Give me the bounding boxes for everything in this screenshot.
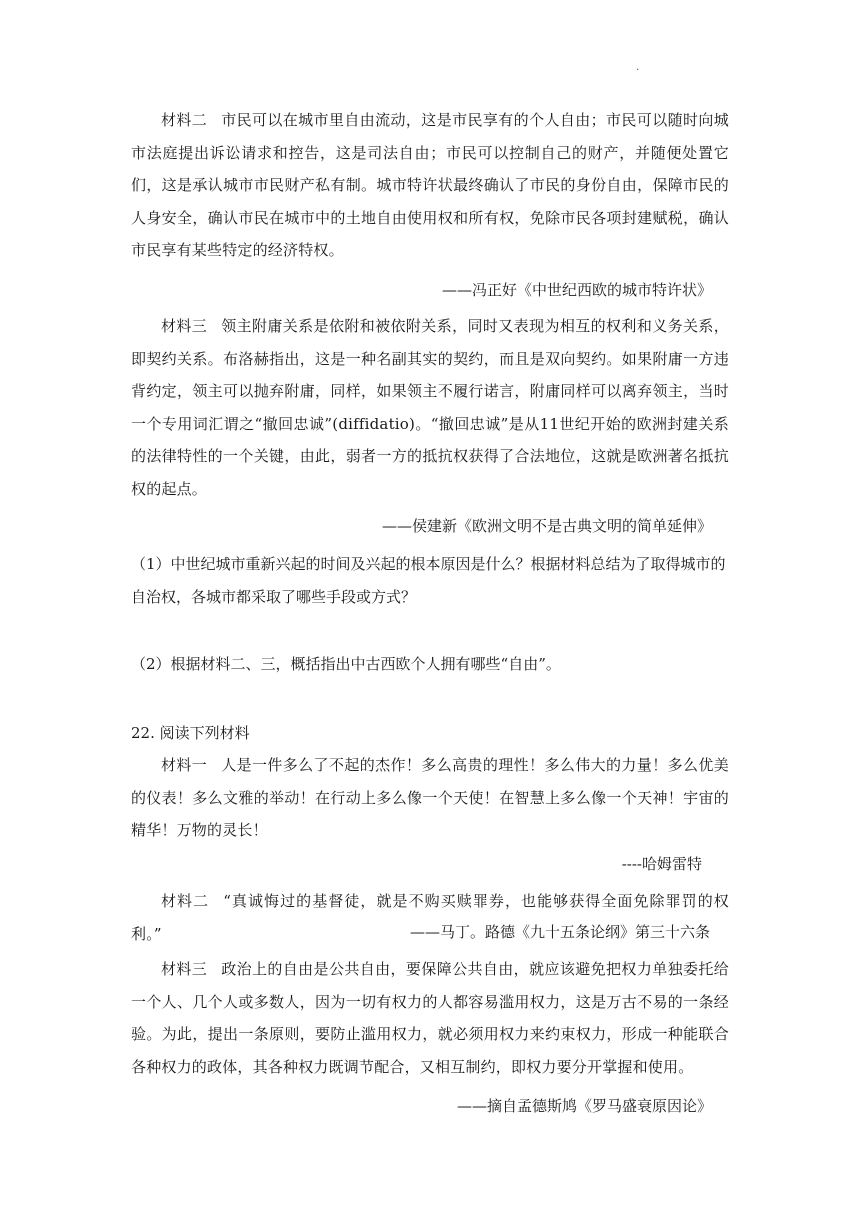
q21-material-2-label: 材料二	[161, 111, 208, 129]
q21-question-2: （2）根据材料二、三，概括指出中古西欧个人拥有哪些“自由”。	[131, 655, 561, 673]
q22-material-1-text: 人是一件多么了不起的杰作！多么高贵的理性！多么伟大的力量！多么优美的仪表！多么文雅的举动！在行动上多么像一个天使！在智慧上多么像一个天神！宇宙的精华！万物的灵长！	[131, 756, 729, 839]
q21-material-3	[131, 310, 729, 505]
q21-question-1: （1）中世纪城市重新兴起的时间及兴起的根本原因是什么？根据材料总结为了取得城市的自治权，各城市都采取了哪些手段或方式？	[131, 555, 726, 606]
q22-material-3-label: 材料三	[161, 960, 208, 978]
q21-material-3-text: 领主附庸关系是依附和被依附关系，同时又表现为相互的权利和义务关系，即契约关系。布洛赫指出，这是一种名副其实的契约，而且是双向契约。如果附庸一方违背约定，领主可以抛弃附庸，同样，如果领主不履行诺言，附庸同样可以离弃领主，当时一个专用词汇谓之“撤回忠诚”(diffidatio)。“撤回忠诚”是从11世纪开始的欧洲封建关系的法律特性的一个关键，由此，弱者一方的抵抗权获得了合法地位，这就是欧洲著名抵抗权的起点。	[131, 317, 729, 498]
q22-material-3-source: ——摘自孟德斯鸠《罗马盛衰原因论》	[456, 1097, 712, 1115]
q22-material-2-source: ——马丁。路德《九十五条论纲》第三十六条	[409, 923, 710, 941]
q21-material-3-source: ——侯建新《欧洲文明不是古典文明的简单延伸》	[381, 517, 712, 535]
q21-material-2-text: 市民可以在城市里自由流动，这是市民享有的个人自由；市民可以随时向城市法庭提出诉讼请求和控告，这是司法自由；市民可以控制自己的财产，并随便处置它们，这是承认城市市民财产私有制。城市特许状最终确认了市民的身份自由，保障市民的人身安全，确认市民在城市中的土地自由使用权和所有权，免除市民各项封建赋税，确认市民享有某些特定的经济特权。	[131, 111, 729, 259]
q22-material-2-label: 材料二	[161, 892, 210, 910]
q22-material-1-source: ----哈姆雷特	[621, 855, 702, 873]
q22-material-1	[131, 749, 729, 847]
q22-material-1-label: 材料一	[161, 756, 208, 774]
q21-material-2	[131, 104, 729, 267]
q21-material-2-source: ——冯正好《中世纪西欧的城市特许状》	[441, 281, 712, 299]
header-mark: .	[636, 62, 640, 73]
q21-material-3-label: 材料三	[161, 317, 208, 335]
q22-material-2-text: “真诚悔过的基督徒，就是不购买赎罪券，也能够获得全面免除罪罚的权利。”	[131, 892, 729, 943]
q22-material-3-text: 政治上的自由是公共自由，要保障公共自由，就应该避免把权力单独委托给一个人、几个人或多数人，因为一切有权力的人都容易滥用权力，这是万古不易的一条经验。为此，提出一条原则，要防止滥用权力，就必须用权力来约束权力，形成一种能联合各种权力的政体，其各种权力既调节配合，又相互制约，即权力要分开掌握和使用。	[131, 960, 729, 1076]
q22-material-3	[131, 953, 729, 1083]
q22-heading: 22. 阅读下列材料	[131, 724, 250, 742]
